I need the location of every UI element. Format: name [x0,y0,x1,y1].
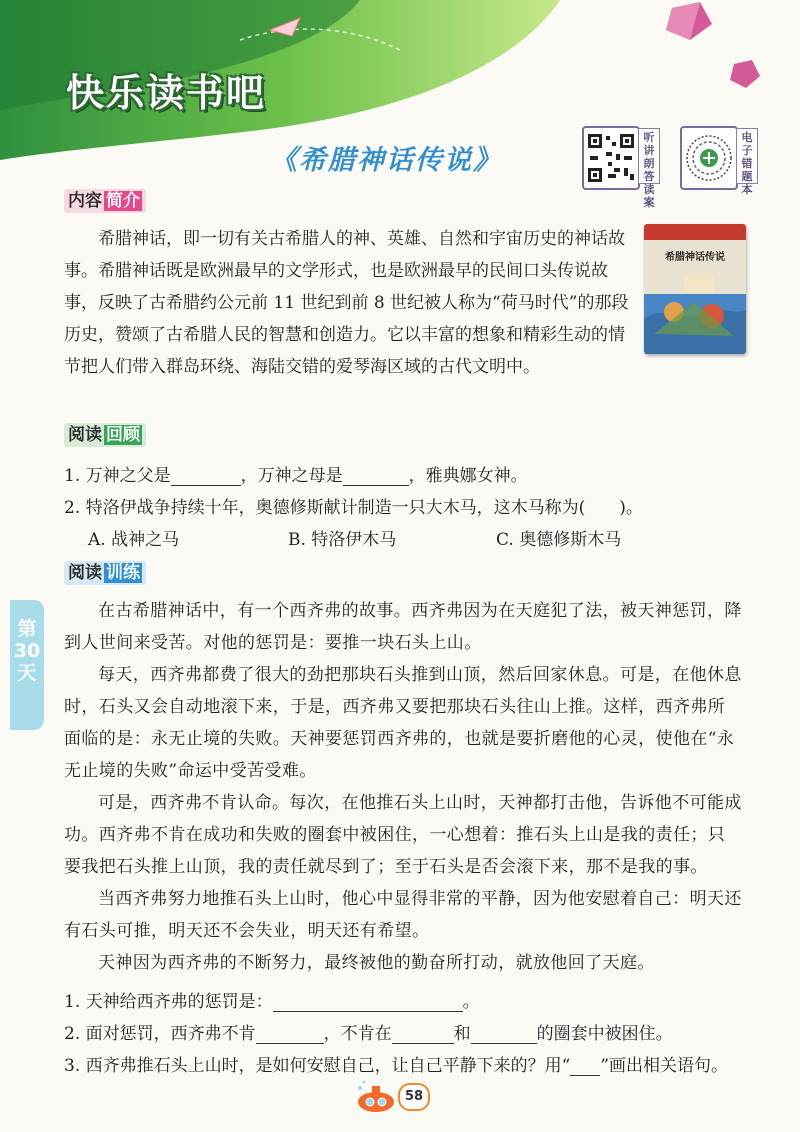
tq2-text-c: 和 [453,1024,471,1044]
qr-code-listen[interactable] [582,126,640,190]
book-title: 《希腊神话传说》 [270,145,502,176]
qr-round-pattern-icon [682,128,736,188]
section-tag-highlight: 训练 [106,563,140,583]
day-side-tab-label: 第30天 [13,618,41,684]
training-paragraph-1: 在古希腊神话中，有一个西齐弗的故事。西齐弗因为在天庭犯了法，被天神惩罚，降到人世间来受苦。对他的惩罚是：要推一块石头上山。 [64,601,742,653]
section-tag-highlight: 回顾 [106,425,140,445]
section-tag-review [64,423,146,447]
answer-blank[interactable] [171,467,241,486]
section-tag-intro [64,189,146,213]
training-question-1 [64,987,480,1012]
review-question-2: 2. 特洛伊战争持续十年，奥德修斯献计制造一只大木马，这木马称为( )。 [64,498,643,518]
tq3-text-b: ”画出相关语句。 [600,1056,729,1076]
q1-text-a: 1. 万神之父是 [64,466,171,486]
tq2-text-d: 的圈套中被困住。 [536,1024,673,1044]
answer-blank[interactable] [343,467,409,486]
training-paragraph-4: 当西齐弗努力地推石头上山时，他心中显得非常的平静，因为他安慰着自己：明天还有石头可推，明天还不会失业，明天还有希望。 [64,889,742,941]
tq2-text-b: ，不肯在 [323,1024,392,1044]
training-paragraph-3: 可是，西齐弗不肯认命。每次，在他推石头上山时，天神都打击他，告诉他不可能成功。西齐弗不肯在成功和失败的圈套中被困住，一心想着：推石头上山是我的责任；只要我把石头推上山顶，我的责任就尽到了；至于石头是否会滚下来，那不是我的事。 [64,793,742,877]
training-question-3 [64,1051,728,1076]
q1-text-c: ，雅典娜女神。 [408,466,528,486]
banner-title: 快乐读书吧 [66,71,267,115]
training-question-2 [64,1019,673,1044]
training-paragraph-5: 天神因为西齐弗的不断努力，最终被他的勤奋所打动，就放他回了天庭。 [98,953,655,973]
answer-blank[interactable] [256,1025,324,1044]
section-tag-main: 阅读 [68,563,102,583]
qr-error-book-label: 电子错题本 [736,128,758,184]
q1-text-b: ，万神之母是 [240,466,343,486]
book-cover-title: 希腊神话传说 [665,252,725,263]
underline-sample [570,1057,600,1076]
section-tag-highlight: 简介 [106,191,140,211]
page-number: 58 [398,1083,430,1111]
answer-blank[interactable] [273,993,463,1012]
qr-pattern-icon [584,128,638,188]
tq3-text-a: 3. 西齐弗推石头上山时，是如何安慰自己，让自己平静下来的？用“ [64,1056,571,1076]
tq1-text-a: 1. 天神给西齐弗的惩罚是： [64,992,273,1012]
answer-blank[interactable] [471,1025,537,1044]
tq1-text-b: 。 [462,992,480,1012]
review-option-c[interactable]: C. 奥德修斯木马 [496,530,622,550]
section-tag-training [64,561,146,585]
answer-blank[interactable] [392,1025,454,1044]
intro-paragraph: 希腊神话，即一切有关古希腊人的神、英雄、自然和宇宙历史的神话故事。希腊神话既是欧洲最早的文学形式，也是欧洲最早的民间口头传说故事，反映了古希腊约公元前 11 世纪到前 8 世纪被人称为“荷马时代”的那段历史，赞颂了古希腊人民的智慧和创造力。它以丰富的想象和精彩生动的情节把人们带入群岛环绕、海陆交错的爱琴海区域的古代文明中。 [64,229,629,377]
section-tag-main: 阅读 [68,425,102,445]
review-option-a[interactable]: A. 战神之马 [88,530,180,550]
training-paragraph-2: 每天，西齐弗都费了很大的劲把那块石头推到山顶，然后回家休息。可是，在他休息时，石头又会自动地滚下来，于是，西齐弗又要把那块石头往山上推。这样，西齐弗所面临的是：永无止境的失败。天神要惩罚西齐弗的，也就是要折磨他的心灵，使他在“永无止境的失败”命运中受苦受难。 [64,665,742,781]
submarine-icon [354,1078,404,1118]
section-tag-main: 内容 [68,191,102,211]
qr-listen-label: 听讲朗答读案 [638,128,660,184]
qr-code-error-book[interactable] [680,126,738,190]
review-question-1 [64,461,528,486]
review-option-b[interactable]: B. 特洛伊木马 [288,530,397,550]
book-cover-image [644,224,746,354]
tq2-text-a: 2. 面对惩罚，西齐弗不肯 [64,1024,256,1044]
